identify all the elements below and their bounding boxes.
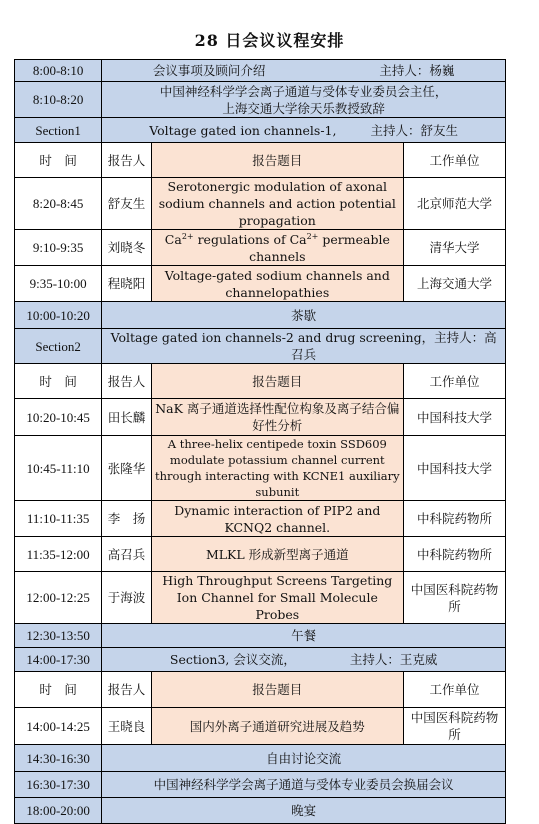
topic-cell	[102, 82, 506, 118]
section-topic	[102, 118, 506, 143]
affiliation-cell: 中科院药物所	[403, 501, 505, 537]
time-cell: 14:30-16:30	[15, 745, 102, 772]
host-text: 主持人：王克威	[349, 652, 438, 667]
time-cell: 8:20-8:45	[15, 178, 102, 230]
break-label: 茶歇	[102, 302, 506, 329]
topic-line-2: 上海交通大学徐天乐教授致辞	[222, 100, 385, 116]
superscript: 2+	[181, 231, 194, 241]
time-cell: 9:10-9:35	[15, 230, 102, 266]
affiliation-cell: 上海交通大学	[403, 266, 505, 302]
topic-cell	[151, 230, 403, 266]
talk-row	[15, 399, 506, 436]
talk-row	[15, 537, 506, 572]
affiliation-cell: 中科院药物所	[403, 537, 505, 572]
topic-part: regulations of Ca	[193, 231, 307, 247]
section-label: Section2	[15, 329, 102, 364]
speaker-cell: 舒友生	[102, 178, 151, 230]
break-row	[15, 302, 506, 329]
time-cell: 8:10-8:20	[15, 82, 102, 118]
time-cell: 11:10-11:35	[15, 501, 102, 537]
header-affiliation: 工作单位	[403, 672, 505, 708]
header-affiliation: 工作单位	[403, 364, 505, 399]
time-cell: 11:35-12:00	[15, 537, 102, 572]
talk-row	[15, 501, 506, 537]
header-row	[15, 364, 506, 399]
talk-row	[15, 708, 506, 745]
talk-row	[15, 436, 506, 501]
break-label: 晚宴	[102, 798, 506, 824]
section-label: Section1	[15, 118, 102, 143]
topic-cell: NaK 离子通道选择性配位构象及离子结合偏好性分析	[151, 399, 403, 436]
speaker-cell: 田长麟	[102, 399, 151, 436]
talk-row	[15, 230, 506, 266]
break-label: 午餐	[102, 624, 506, 648]
speaker-cell: 王晓良	[102, 708, 151, 745]
header-time: 时 间	[15, 364, 102, 399]
break-row	[15, 624, 506, 648]
time-cell: 8:00-8:10	[15, 60, 102, 82]
affiliation-cell: 清华大学	[403, 230, 505, 266]
affiliation-cell: 中国科技大学	[403, 436, 505, 501]
time-cell: 10:20-10:45	[15, 399, 102, 436]
break-row	[15, 745, 506, 772]
agenda-table	[14, 59, 506, 824]
section-row	[15, 329, 506, 364]
topic-cell: Dynamic interaction of PIP2 and KCNQ2 channel.	[151, 501, 403, 537]
affiliation-cell: 北京师范大学	[403, 178, 505, 230]
section-topic	[102, 648, 506, 672]
topic-cell	[102, 60, 506, 82]
section-title: Voltage gated ion channels-1,	[149, 122, 337, 138]
section-row	[15, 118, 506, 143]
topic-cell: MLKL 形成新型离子通道	[151, 537, 403, 572]
header-topic: 报告题目	[151, 143, 403, 178]
agenda-row	[15, 60, 506, 82]
header-row	[15, 672, 506, 708]
talk-row	[15, 178, 506, 230]
topic-line-1: 中国神经科学学会离子通道与受体专业委员会主任，	[159, 83, 448, 99]
time-cell: 10:00-10:20	[15, 302, 102, 329]
agenda-row	[15, 82, 506, 118]
time-cell: 14:00-14:25	[15, 708, 102, 745]
speaker-cell: 于海波	[102, 572, 151, 624]
header-topic: 报告题目	[151, 364, 403, 399]
time-cell: 16:30-17:30	[15, 772, 102, 798]
break-row	[15, 772, 506, 798]
header-speaker: 报告人	[102, 364, 151, 399]
topic-part: permeable channels	[249, 231, 390, 264]
speaker-cell: 刘晓冬	[102, 230, 151, 266]
time-cell: 10:45-11:10	[15, 436, 102, 501]
time-cell: 12:30-13:50	[15, 624, 102, 648]
time-cell: 12:00-12:25	[15, 572, 102, 624]
talk-row	[15, 572, 506, 624]
header-topic: 报告题目	[151, 672, 403, 708]
header-speaker: 报告人	[102, 143, 151, 178]
section-row	[15, 648, 506, 672]
topic-cell: Serotonergic modulation of axonal sodium channels and action potential propagation	[151, 178, 403, 230]
time-cell: 18:00-20:00	[15, 798, 102, 824]
host-text: 主持人：杨巍	[379, 63, 455, 78]
header-time: 时 间	[15, 672, 102, 708]
time-cell: 14:00-17:30	[15, 648, 102, 672]
header-affiliation: 工作单位	[403, 143, 505, 178]
superscript: 2+	[306, 231, 319, 241]
speaker-cell: 高召兵	[102, 537, 151, 572]
topic-cell: 国内外离子通道研究进展及趋势	[151, 708, 403, 745]
header-speaker: 报告人	[102, 672, 151, 708]
speaker-cell: 程晓阳	[102, 266, 151, 302]
section-title: Section3, 会议交流，	[169, 652, 296, 667]
topic-cell: A three-helix centipede toxin SSD609 modulate potassium channel current through interacting with KCNE1 auxiliary subunit	[151, 436, 403, 501]
break-label: 中国神经科学学会离子通道与受体专业委员会换届会议	[102, 772, 506, 798]
break-row	[15, 798, 506, 824]
speaker-cell: 张隆华	[102, 436, 151, 501]
topic-text: 会议事项及顾问介绍	[152, 63, 266, 78]
speaker-cell: 李 扬	[102, 501, 151, 537]
topic-part: Ca	[164, 231, 182, 247]
talk-row	[15, 266, 506, 302]
header-time: 时 间	[15, 143, 102, 178]
affiliation-cell: 中国医科院药物所	[403, 572, 505, 624]
section-topic: Voltage gated ion channels-2 and drug screening，主持人：高召兵	[102, 329, 506, 364]
header-row	[15, 143, 506, 178]
time-cell: 9:35-10:00	[15, 266, 102, 302]
break-label: 自由讨论交流	[102, 745, 506, 772]
affiliation-cell: 中国医科院药物所	[403, 708, 505, 745]
page-title: 28 日会议议程安排	[194, 31, 345, 50]
topic-cell: Voltage-gated sodium channels and channelopathies	[151, 266, 403, 302]
affiliation-cell: 中国科技大学	[403, 399, 505, 436]
host-text: 主持人：舒友生	[370, 122, 458, 138]
topic-cell: High Throughput Screens Targeting Ion Channel for Small Molecule Probes	[151, 572, 403, 624]
